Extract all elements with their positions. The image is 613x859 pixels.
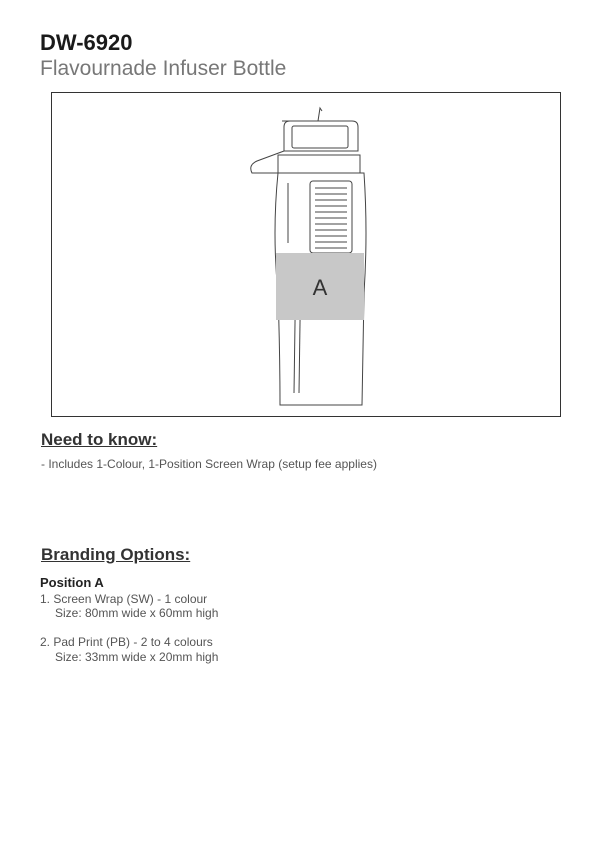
product-name: Flavournade Infuser Bottle bbox=[40, 57, 287, 80]
product-code: DW-6920 bbox=[40, 30, 133, 55]
bottle-collar bbox=[278, 155, 360, 173]
branding-options-heading: Branding Options: bbox=[41, 545, 191, 564]
bottle-spout bbox=[251, 151, 284, 173]
bottle-handle bbox=[318, 108, 322, 121]
need-to-know-heading: Need to know: bbox=[41, 430, 158, 449]
need-to-know-item: - Includes 1-Colour, 1-Position Screen Wrap (setup fee applies) bbox=[41, 457, 377, 471]
branding-option-1-size: Size: 80mm wide x 60mm high bbox=[55, 606, 219, 620]
branding-option-2-title: 2. Pad Print (PB) - 2 to 4 colours bbox=[40, 635, 213, 649]
branding-option-1-title: 1. Screen Wrap (SW) - 1 colour bbox=[40, 592, 208, 606]
branding-option-2-size: Size: 33mm wide x 20mm high bbox=[55, 650, 219, 664]
bottle-lid-window bbox=[292, 126, 348, 148]
infuser-vents bbox=[315, 188, 347, 248]
product-illustration-frame bbox=[51, 92, 561, 417]
print-area-label: A bbox=[312, 275, 328, 300]
position-a-title: Position A bbox=[40, 575, 104, 590]
bottle-illustration bbox=[52, 93, 562, 418]
